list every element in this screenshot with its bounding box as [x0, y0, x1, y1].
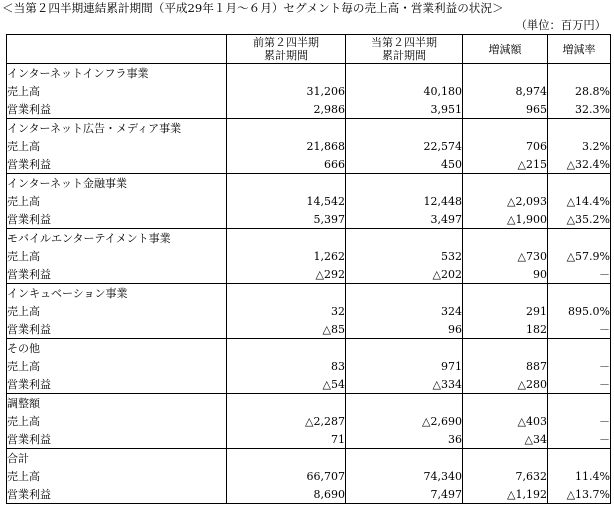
curr-period-value: △202 [346, 265, 463, 284]
rate-value: △35.2% [548, 210, 611, 229]
curr-period-value: 74,340 [346, 467, 463, 485]
table-row [7, 265, 611, 284]
empty-cell [463, 394, 548, 413]
curr-period-value: 3,497 [346, 210, 463, 229]
empty-cell [548, 284, 611, 303]
segment-name: インキュベーション事業 [7, 284, 227, 303]
empty-cell [227, 394, 346, 413]
diff-value: △403 [463, 412, 548, 430]
empty-cell [227, 64, 346, 83]
empty-cell [548, 394, 611, 413]
table-row [7, 485, 611, 504]
row-label: 営業利益 [7, 210, 227, 229]
diff-value: △215 [463, 155, 548, 174]
header-prev-line2: 累計期間 [264, 49, 308, 62]
empty-cell [227, 449, 346, 468]
curr-period-value: 3,951 [346, 100, 463, 119]
empty-cell [227, 284, 346, 303]
empty-cell [548, 339, 611, 358]
header-prev-period [227, 35, 346, 64]
rate-value: － [548, 320, 611, 339]
curr-period-value: 96 [346, 320, 463, 339]
empty-cell [227, 229, 346, 248]
empty-cell [463, 229, 548, 248]
diff-value: △1,192 [463, 485, 548, 504]
row-label: 営業利益 [7, 265, 227, 284]
segment-row [7, 119, 611, 138]
rate-value: 895.0% [548, 302, 611, 320]
prev-period-value: 2,986 [227, 100, 346, 119]
diff-value: △280 [463, 375, 548, 394]
empty-cell [346, 284, 463, 303]
rate-value: 3.2% [548, 137, 611, 155]
curr-period-value: 971 [346, 357, 463, 375]
prev-period-value: 8,690 [227, 485, 346, 504]
segment-row [7, 449, 611, 468]
row-label: 営業利益 [7, 155, 227, 174]
table-row [7, 192, 611, 210]
diff-value: 965 [463, 100, 548, 119]
prev-period-value: △292 [227, 265, 346, 284]
table-row [7, 320, 611, 339]
segment-row [7, 394, 611, 413]
row-label: 売上高 [7, 412, 227, 430]
curr-period-value: 36 [346, 430, 463, 449]
rate-value: － [548, 357, 611, 375]
curr-period-value: 40,180 [346, 82, 463, 100]
row-label: 営業利益 [7, 430, 227, 449]
row-label: 営業利益 [7, 320, 227, 339]
curr-period-value: 532 [346, 247, 463, 265]
row-label: 売上高 [7, 302, 227, 320]
header-curr-line1: 当第２四半期 [371, 36, 437, 49]
diff-value: 291 [463, 302, 548, 320]
header-blank [7, 35, 227, 64]
curr-period-value: 7,497 [346, 485, 463, 504]
table-row [7, 467, 611, 485]
header-prev-line1: 前第２四半期 [253, 36, 319, 49]
diff-value: △2,093 [463, 192, 548, 210]
curr-period-value: 324 [346, 302, 463, 320]
table-row [7, 100, 611, 119]
segment-row [7, 284, 611, 303]
empty-cell [463, 284, 548, 303]
empty-cell [463, 339, 548, 358]
prev-period-value: 21,868 [227, 137, 346, 155]
header-diff: 増減額 [463, 35, 548, 64]
row-label: 売上高 [7, 467, 227, 485]
table-row [7, 82, 611, 100]
empty-cell [548, 174, 611, 193]
segment-name: モバイルエンターテイメント事業 [7, 229, 227, 248]
row-label: 営業利益 [7, 485, 227, 504]
table-row [7, 412, 611, 430]
empty-cell [548, 119, 611, 138]
segment-name: 合計 [7, 449, 227, 468]
prev-period-value: 71 [227, 430, 346, 449]
row-label: 営業利益 [7, 375, 227, 394]
curr-period-value: △2,690 [346, 412, 463, 430]
segment-row [7, 174, 611, 193]
rate-value: － [548, 430, 611, 449]
empty-cell [463, 119, 548, 138]
empty-cell [227, 174, 346, 193]
row-label: 営業利益 [7, 100, 227, 119]
header-rate: 増減率 [548, 35, 611, 64]
row-label: 売上高 [7, 137, 227, 155]
row-label: 売上高 [7, 192, 227, 210]
header-row [7, 35, 611, 64]
prev-period-value: 31,206 [227, 82, 346, 100]
table-row [7, 137, 611, 155]
table-row [7, 375, 611, 394]
prev-period-value: 5,397 [227, 210, 346, 229]
rate-value: 28.8% [548, 82, 611, 100]
empty-cell [548, 64, 611, 83]
table-row [7, 430, 611, 449]
table-row [7, 210, 611, 229]
rate-value: △13.7% [548, 485, 611, 504]
rate-value: 32.3% [548, 100, 611, 119]
empty-cell [346, 449, 463, 468]
empty-cell [346, 229, 463, 248]
segment-row [7, 229, 611, 248]
curr-period-value: 22,574 [346, 137, 463, 155]
rate-value: △14.4% [548, 192, 611, 210]
header-curr-period [346, 35, 463, 64]
segment-name: 調整額 [7, 394, 227, 413]
empty-cell [227, 339, 346, 358]
segment-table-body [7, 64, 611, 504]
diff-value: 7,632 [463, 467, 548, 485]
prev-period-value: 14,542 [227, 192, 346, 210]
curr-period-value: △334 [346, 375, 463, 394]
header-curr-line2: 累計期間 [382, 49, 426, 62]
page-title: ＜当第２四半期連結累計期間（平成29年１月～６月）セグメント毎の売上高・営業利益の状況＞ [2, 1, 504, 15]
rate-value: △57.9% [548, 247, 611, 265]
row-label: 売上高 [7, 82, 227, 100]
empty-cell [346, 339, 463, 358]
segment-row [7, 64, 611, 83]
prev-period-value: 666 [227, 155, 346, 174]
prev-period-value: 83 [227, 357, 346, 375]
row-label: 売上高 [7, 247, 227, 265]
rate-value: － [548, 375, 611, 394]
empty-cell [548, 229, 611, 248]
table-row [7, 155, 611, 174]
empty-cell [463, 64, 548, 83]
table-row [7, 302, 611, 320]
unit-note: （単位：百万円） [515, 19, 606, 32]
segment-table [6, 34, 611, 504]
diff-value: △34 [463, 430, 548, 449]
empty-cell [346, 394, 463, 413]
diff-value: 90 [463, 265, 548, 284]
table-row [7, 247, 611, 265]
curr-period-value: 12,448 [346, 192, 463, 210]
diff-value: △730 [463, 247, 548, 265]
segment-row [7, 339, 611, 358]
empty-cell [548, 449, 611, 468]
segment-name: インターネット金融事業 [7, 174, 227, 193]
prev-period-value: 66,707 [227, 467, 346, 485]
rate-value: － [548, 412, 611, 430]
prev-period-value: △85 [227, 320, 346, 339]
rate-value: － [548, 265, 611, 284]
table-row [7, 357, 611, 375]
prev-period-value: 32 [227, 302, 346, 320]
diff-value: 887 [463, 357, 548, 375]
rate-value: 11.4% [548, 467, 611, 485]
empty-cell [227, 119, 346, 138]
rate-value: △32.4% [548, 155, 611, 174]
prev-period-value: △54 [227, 375, 346, 394]
prev-period-value: 1,262 [227, 247, 346, 265]
empty-cell [346, 64, 463, 83]
diff-value: 8,974 [463, 82, 548, 100]
diff-value: 706 [463, 137, 548, 155]
prev-period-value: △2,287 [227, 412, 346, 430]
row-label: 売上高 [7, 357, 227, 375]
segment-name: インターネット広告・メディア事業 [7, 119, 227, 138]
empty-cell [463, 174, 548, 193]
segment-name: その他 [7, 339, 227, 358]
diff-value: 182 [463, 320, 548, 339]
empty-cell [463, 449, 548, 468]
segment-name: インターネットインフラ事業 [7, 64, 227, 83]
empty-cell [346, 174, 463, 193]
empty-cell [346, 119, 463, 138]
diff-value: △1,900 [463, 210, 548, 229]
curr-period-value: 450 [346, 155, 463, 174]
